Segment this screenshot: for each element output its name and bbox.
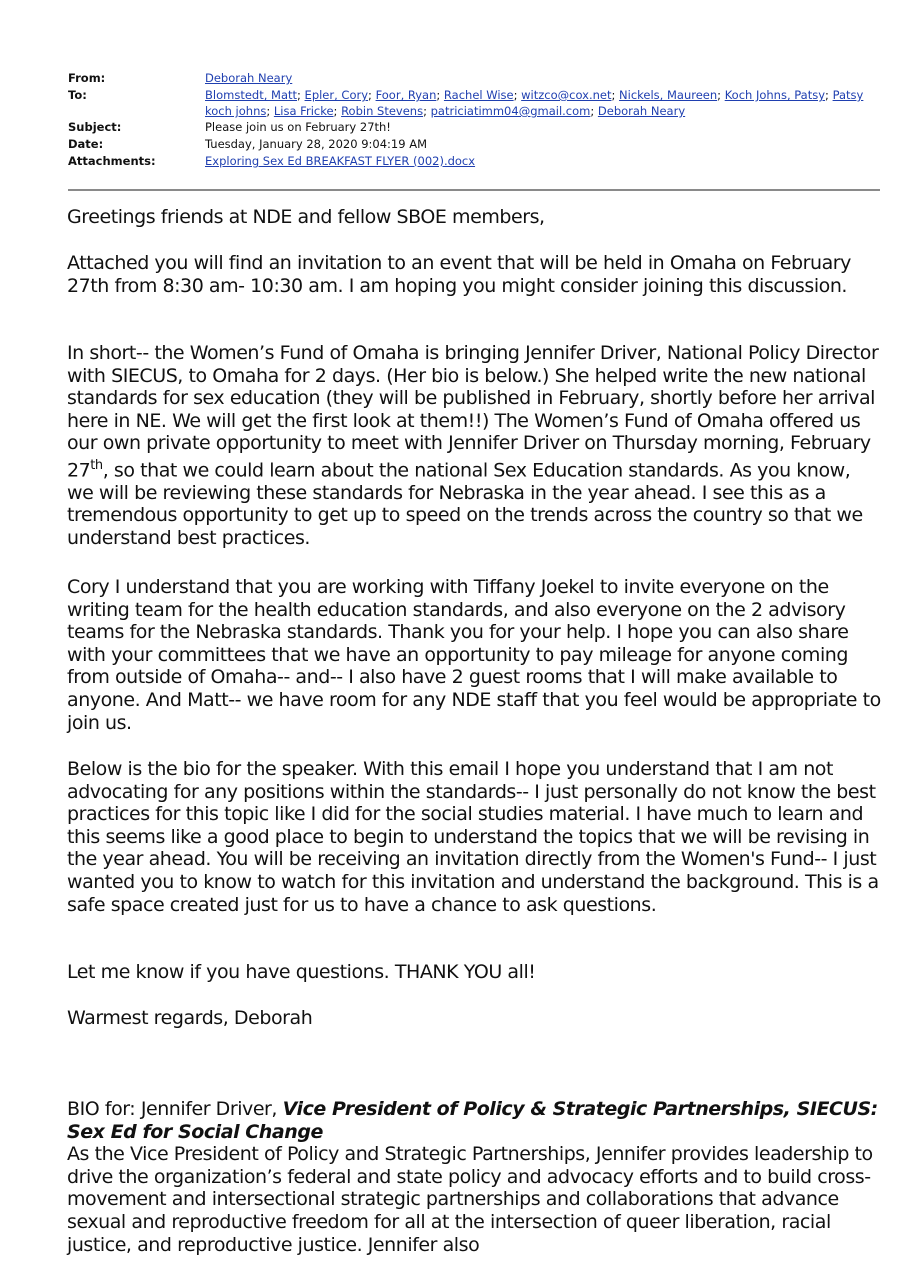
recipient-link[interactable]: patriciatimm04@gmail.com (430, 104, 591, 118)
from-link[interactable]: Deborah Neary (205, 71, 293, 85)
to-row (68, 87, 880, 119)
recipient-separator: ; (590, 104, 598, 118)
paragraph-speaker (67, 342, 882, 550)
greeting-text: Greetings friends at NDE and fellow SBOE members, (67, 206, 545, 228)
paragraph-bio-intro (67, 758, 882, 916)
recipient-link[interactable]: Epler, Cory (304, 88, 369, 102)
recipient-list (205, 87, 880, 119)
paragraph-questions-text: Let me know if you have questions. THANK YOU all! (67, 961, 536, 983)
date-value: Tuesday, January 28, 2020 9:04:19 AM (205, 137, 427, 151)
from-row (68, 70, 880, 87)
paragraph-bio-intro-text: Below is the bio for the speaker. With this email I hope you understand that I am not advocating for any positions within the standards-- I just personally do not know the best practices for this topic like I did for the social studies material. I have much to learn and this seems like a good place to begin to understand the topics that we will be revising in the year ahead. You will be receiving an invitation directly from the Women's Fund-- I just wanted you to know to watch for this invitation and understand the background. This is a safe space created just for us to have a chance to ask questions. (67, 758, 879, 916)
header-divider (68, 189, 880, 191)
recipient-separator: ; (717, 88, 725, 102)
recipient-link[interactable]: Koch Johns, Patsy (724, 88, 826, 102)
paragraph-invitation (67, 252, 882, 297)
email-header (68, 70, 880, 170)
recipient-link[interactable]: Blomstedt, Matt (205, 88, 298, 102)
recipient-link[interactable]: Patsy koch johns (205, 88, 864, 118)
bio-prefix: BIO for: Jennifer Driver, (67, 1098, 283, 1120)
recipient-link[interactable]: Robin Stevens (341, 104, 424, 118)
signoff-text: Warmest regards, Deborah (67, 1007, 313, 1029)
signoff (67, 1007, 882, 1030)
bio-heading (67, 1098, 882, 1143)
date-label: Date: (68, 137, 104, 151)
recipient-separator: ; (611, 88, 620, 102)
recipient-link[interactable]: Lisa Fricke (273, 104, 334, 118)
recipient-separator: ; (436, 88, 444, 102)
paragraph-speaker-text (67, 342, 882, 550)
recipient-separator: ; (513, 88, 522, 102)
paragraph-questions (67, 961, 882, 984)
recipient-separator: ; (423, 104, 431, 118)
recipient-separator: ; (825, 88, 833, 102)
subject-value: Please join us on February 27th! (205, 120, 391, 134)
greeting (67, 206, 882, 229)
recipient-separator: ; (297, 88, 305, 102)
recipient-link[interactable]: Nickels, Maureen (619, 88, 718, 102)
paragraph-speaker-part1: In short-- the Women’s Fund of Omaha is bringing Jennifer Driver, National Policy Director with SIECUS, to Omaha for 2 days. (Her bio is below.) She helped write the new national standards for sex education (they will be published in February, shortly before her arrival here in NE. We will get the first look at them!!) The Women’s Fund of Omaha offered us our own private opportunity to meet with Jennifer Driver on Thursday morning, February 27 (67, 342, 879, 482)
from-label: From: (68, 71, 106, 85)
ordinal-suffix: th (90, 457, 103, 473)
attachment-link[interactable]: Exploring Sex Ed BREAKFAST FLYER (002).docx (205, 154, 476, 168)
attachments-row (68, 153, 880, 170)
recipient-separator: ; (266, 104, 274, 118)
recipient-link[interactable]: Foor, Ryan (375, 88, 437, 102)
recipient-link[interactable]: witzco@cox.net (521, 88, 612, 102)
to-label: To: (68, 88, 87, 102)
paragraph-invitation-text: Attached you will find an invitation to an event that will be held in Omaha on February 27th from 8:30 am- 10:30 am. I am hoping you might consider joining this discussion. (67, 252, 851, 297)
paragraph-speaker-part2: , so that we could learn about the national Sex Education standards. As you know, we will be reviewing these standards for Nebraska in the year ahead. I see this as a tremendous opportunity to get up to speed on the trends across the country so that we understand best practices. (67, 459, 863, 550)
recipient-separator: ; (333, 104, 342, 118)
paragraph-teams (67, 576, 882, 734)
recipient-link[interactable]: Rachel Wise (443, 88, 514, 102)
subject-label: Subject: (68, 120, 122, 134)
attachments-label: Attachments: (68, 154, 156, 168)
date-row (68, 136, 880, 153)
bio-title: Vice President of Policy & Strategic Partnerships, SIECUS: Sex Ed for Social Change (67, 1098, 878, 1143)
recipient-separator: ; (368, 88, 376, 102)
recipient-link[interactable]: Deborah Neary (597, 104, 686, 118)
bio-text: As the Vice President of Policy and Strategic Partnerships, Jennifer provides leadership to drive the organization’s federal and state policy and advocacy efforts and to build cross-movement and intersectional strategic partnerships and collaborations that advance sexual and reproductive freedom for all at the intersection of queer liberation, racial justice, and reproductive justice. Jennifer also (67, 1143, 873, 1256)
subject-row (68, 119, 880, 136)
paragraph-teams-text: Cory I understand that you are working with Tiffany Joekel to invite everyone on the writing team for the health education standards, and also everyone on the 2 advisory teams for the Nebraska standards. Thank you for your help. I hope you can also share with your committees that we have an opportunity to pay mileage for anyone coming from outside of Omaha-- and-- I also have 2 guest rooms that I will make available to anyone. And Matt-- we have room for any NDE staff that you feel would be appropriate to join us. (67, 576, 881, 734)
bio-section (67, 1098, 882, 1256)
